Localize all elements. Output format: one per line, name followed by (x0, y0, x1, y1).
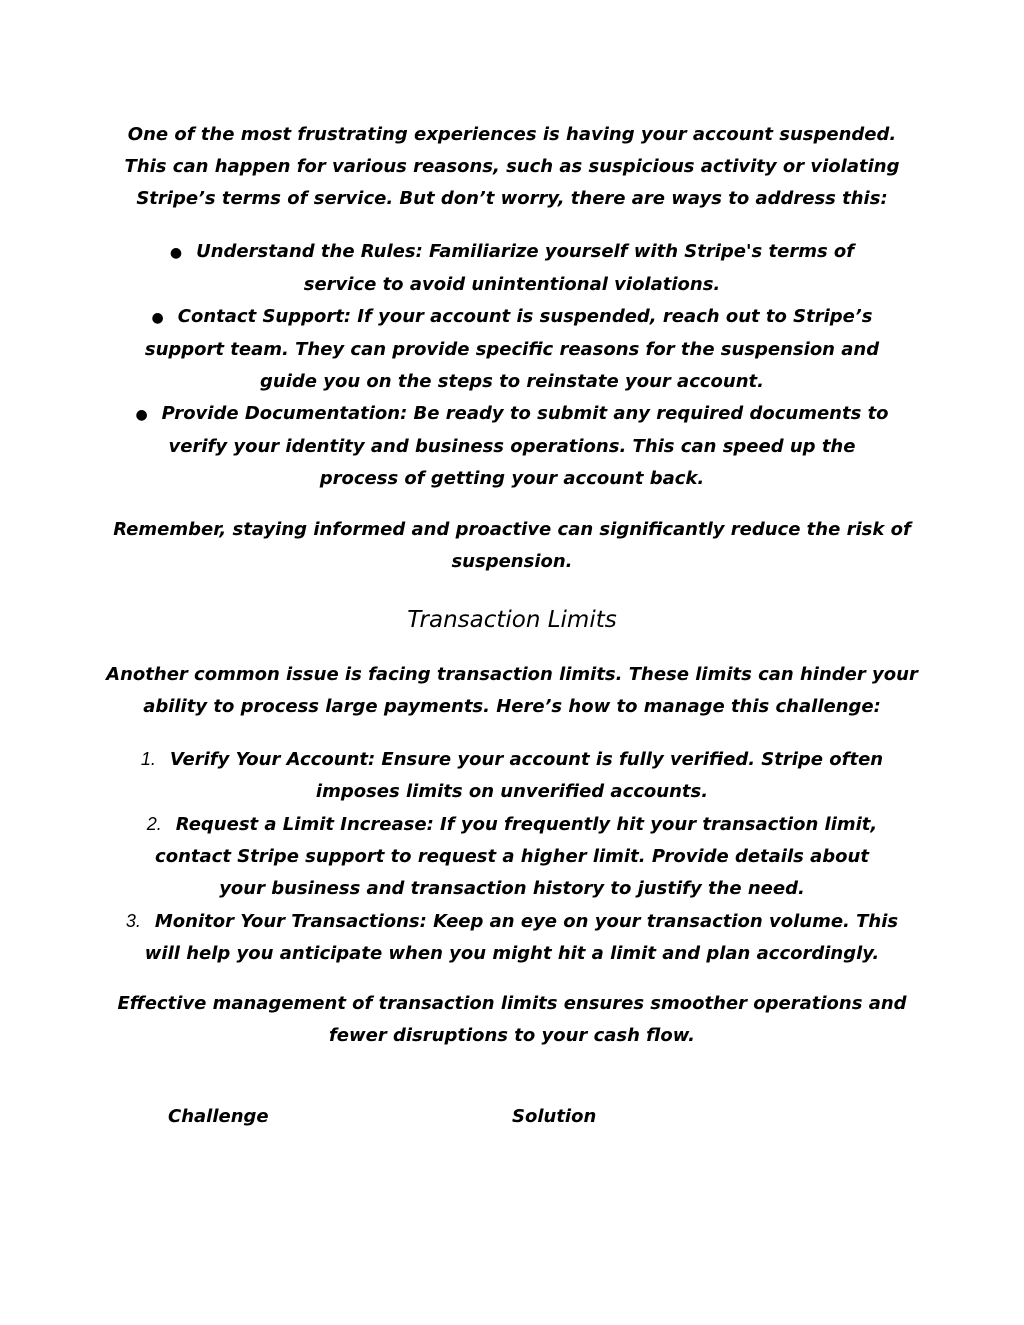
text-line: contact Stripe support to request a higher limit. Provide details about (155, 846, 869, 867)
bullet-icon: ● (151, 310, 164, 326)
text-line: service to avoid unintentional violations. (303, 274, 721, 295)
text-line: ● Provide Documentation: Be ready to submit any required documents to (0, 398, 1024, 431)
effective-paragraph (0, 988, 1024, 1052)
table-header-solution: Solution (512, 1106, 597, 1127)
list-number: 3. (125, 911, 141, 931)
text-line: Another common issue is facing transaction limits. These limits can hinder your (106, 664, 918, 685)
text-line: verify your identity and business operations. This can speed up the (168, 436, 856, 457)
remember-paragraph (0, 514, 1024, 578)
list-item (0, 236, 1024, 301)
text-line: 3. Monitor Your Transactions: Keep an eye on your transaction volume. This (0, 905, 1024, 938)
text-line: Remember, staying informed and proactive can significantly reduce the risk of (113, 519, 911, 540)
text-line: 2. Request a Limit Increase: If you frequently hit your transaction limit, (0, 808, 1024, 841)
text-line: your business and transaction history to justify the need. (219, 878, 805, 899)
list-item (0, 905, 1024, 970)
text-line: Effective management of transaction limits ensures smoother operations and (117, 993, 907, 1014)
text-line: One of the most frustrating experiences is having your account suspended. (127, 124, 897, 145)
list-number: 1. (140, 749, 156, 769)
text-line: This can happen for various reasons, such as suspicious activity or violating (124, 156, 900, 177)
intro-paragraph (0, 119, 1024, 215)
text-line: fewer disruptions to your cash flow. (328, 1025, 696, 1046)
list-item (0, 398, 1024, 495)
text-line: ● Contact Support: If your account is suspended, reach out to Stripe’s (0, 301, 1024, 334)
text-line: Stripe’s terms of service. But don’t worry, there are ways to address this: (136, 188, 888, 209)
list-item (0, 808, 1024, 905)
text-line: 1. Verify Your Account: Ensure your account is fully verified. Stripe often (0, 743, 1024, 776)
bullet-icon: ● (135, 407, 148, 423)
section-heading: Transaction Limits (407, 607, 617, 633)
list-item (0, 743, 1024, 808)
bullet-icon: ● (169, 245, 183, 261)
limits-intro-paragraph (0, 659, 1024, 723)
list-number: 2. (146, 814, 162, 834)
text-line: guide you on the steps to reinstate your account. (260, 371, 764, 392)
text-line: imposes limits on unverified accounts. (315, 781, 709, 802)
suspension-tips-list (0, 236, 1024, 495)
text-line: will help you anticipate when you might hit a limit and plan accordingly. (144, 943, 880, 964)
limits-steps-list (0, 743, 1024, 970)
text-line: suspension. (451, 551, 573, 572)
text-line: process of getting your account back. (319, 468, 705, 489)
text-line: support team. They can provide specific reasons for the suspension and (144, 339, 880, 360)
table-header-challenge: Challenge (168, 1106, 269, 1127)
list-item (0, 301, 1024, 398)
text-line: ● Understand the Rules: Familiarize yourself with Stripe's terms of (0, 236, 1024, 269)
text-line: ability to process large payments. Here’s how to manage this challenge: (143, 696, 881, 717)
